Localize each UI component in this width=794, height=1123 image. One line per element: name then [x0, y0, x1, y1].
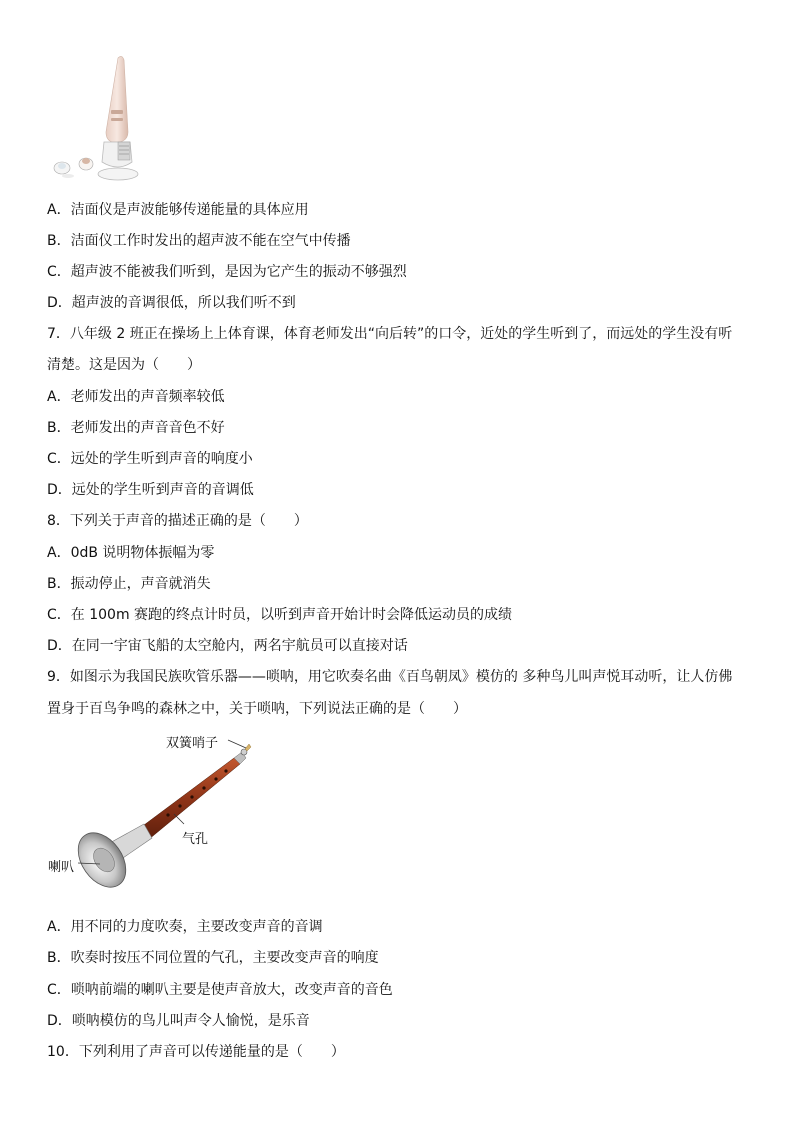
suona-hole-label: 气孔 [182, 832, 209, 847]
facial-cleanser-image [48, 50, 148, 190]
q7-option-d: D．远处的学生听到声音的音调低 [47, 482, 254, 498]
q10-stem: 10．下列利用了声音可以传递能量的是（ ） [47, 1044, 345, 1060]
suona-bell-label: 喇叭 [48, 860, 75, 875]
q8-stem: 8．下列关于声音的描述正确的是（ ） [47, 513, 308, 529]
q7-option-c: C．远处的学生听到声音的响度小 [47, 451, 253, 467]
suona-figure [48, 728, 278, 898]
q9-stem-line2: 置身于百鸟争鸣的森林之中，关于唢呐，下列说法正确的是（ ） [47, 701, 467, 717]
suona-reed-label: 双簧哨子 [166, 736, 219, 751]
q7-stem-line1: 7．八年级 2 班正在操场上上体育课，体育老师发出“向后转”的口令，近处的学生听到了，而远处的学生没有听 [47, 326, 733, 342]
q8-option-a: A．0dB 说明物体振幅为零 [47, 545, 215, 561]
q8-option-b: B．振动停止，声音就消失 [47, 576, 211, 592]
q7-option-a: A．老师发出的声音频率较低 [47, 389, 225, 405]
q7-stem-line2: 清楚。这是因为（ ） [47, 357, 201, 373]
q6-option-b: B．洁面仪工作时发出的超声波不能在空气中传播 [47, 233, 351, 249]
q9-stem-line1: 9．如图示为我国民族吹管乐器——唢呐，用它吹奏名曲《百鸟朝凤》模仿的 多种鸟儿叫声悦耳动听，让人仿佛 [47, 669, 733, 685]
q9-option-b: B．吹奏时按压不同位置的气孔，主要改变声音的响度 [47, 950, 379, 966]
q8-option-c: C．在 100m 赛跑的终点计时员，以听到声音开始计时会降低运动员的成绩 [47, 607, 513, 623]
q9-option-c: C．唢呐前端的喇叭主要是使声音放大，改变声音的音色 [47, 982, 393, 998]
q8-option-d: D．在同一宇宙飞船的太空舱内，两名宇航员可以直接对话 [47, 638, 408, 654]
q7-option-b: B．老师发出的声音音色不好 [47, 420, 225, 436]
q6-option-c: C．超声波不能被我们听到，是因为它产生的振动不够强烈 [47, 264, 407, 280]
q6-option-a: A．洁面仪是声波能够传递能量的具体应用 [47, 202, 309, 218]
q9-option-d: D．唢呐模仿的鸟儿叫声令人愉悦，是乐音 [47, 1013, 310, 1029]
q9-option-a: A．用不同的力度吹奏，主要改变声音的音调 [47, 919, 323, 935]
q6-option-d: D．超声波的音调很低，所以我们听不到 [47, 295, 296, 311]
